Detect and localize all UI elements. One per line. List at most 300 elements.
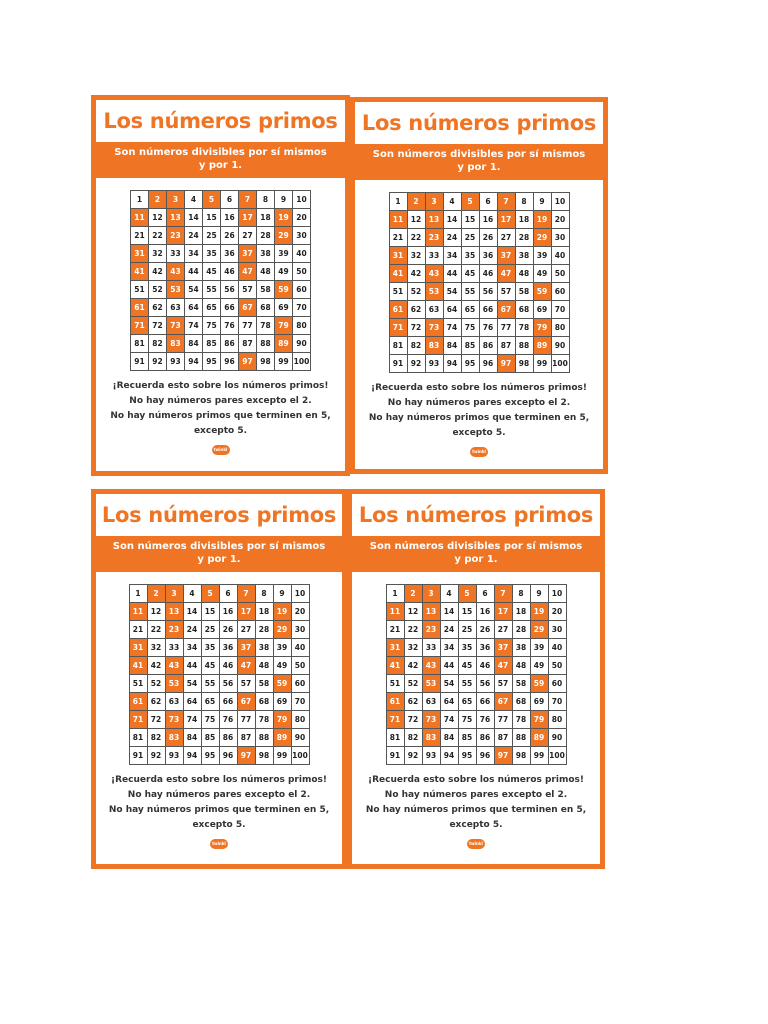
grid-cell: 22	[404, 621, 422, 639]
grid-cell: 71	[389, 319, 407, 337]
grid-cell: 88	[512, 729, 530, 747]
grid-cell: 20	[293, 209, 311, 227]
grid-cell: 52	[407, 283, 425, 301]
grid-cell: 48	[255, 657, 273, 675]
grid-cell: 96	[476, 747, 494, 765]
poster-title: Los números primos	[101, 503, 337, 527]
grid-cell: 51	[129, 675, 147, 693]
grid-cell: 51	[389, 283, 407, 301]
grid-cell: 2	[147, 585, 165, 603]
grid-cell: 83	[165, 729, 183, 747]
grid-cell: 83	[422, 729, 440, 747]
grid-cell: 92	[407, 355, 425, 373]
grid-cell: 81	[129, 729, 147, 747]
grid-cell: 63	[422, 693, 440, 711]
subtitle-line-1: Son números divisibles por sí mismos	[372, 149, 586, 160]
grid-cell: 41	[386, 657, 404, 675]
grid-cell: 72	[407, 319, 425, 337]
grid-cell: 22	[149, 227, 167, 245]
grid-cell: 7	[239, 191, 257, 209]
logo-badge: twinkl	[470, 447, 488, 457]
grid-cell: 55	[201, 675, 219, 693]
grid-row	[129, 639, 309, 657]
grid-cell: 8	[257, 191, 275, 209]
grid-cell: 83	[425, 337, 443, 355]
grid-cell: 32	[407, 247, 425, 265]
grid-cell: 15	[201, 603, 219, 621]
grid-cell: 43	[167, 263, 185, 281]
grid-cell: 21	[129, 621, 147, 639]
subtitle-line-2: y por 1.	[457, 162, 501, 173]
grid-cell: 47	[239, 263, 257, 281]
grid-cell: 65	[201, 693, 219, 711]
grid-cell: 39	[530, 639, 548, 657]
grid-cell: 26	[479, 229, 497, 247]
grid-cell: 19	[530, 603, 548, 621]
grid-cell: 77	[237, 711, 255, 729]
grid-cell: 63	[165, 693, 183, 711]
grid-cell: 95	[461, 355, 479, 373]
grid-cell: 81	[386, 729, 404, 747]
grid-cell: 95	[203, 353, 221, 371]
grid-row	[386, 693, 566, 711]
grid-cell: 73	[425, 319, 443, 337]
grid-cell: 55	[461, 283, 479, 301]
grid-cell: 61	[386, 693, 404, 711]
grid-cell: 4	[185, 191, 203, 209]
grid-cell: 49	[533, 265, 551, 283]
grid-row	[129, 657, 309, 675]
grid-cell: 9	[530, 585, 548, 603]
subtitle-line-1: Son números divisibles por sí mismos	[112, 541, 326, 552]
grid-cell: 57	[497, 283, 515, 301]
grid-cell: 46	[479, 265, 497, 283]
grid-row	[131, 353, 311, 371]
grid-cell: 63	[425, 301, 443, 319]
grid-cell: 58	[255, 675, 273, 693]
grid-cell: 72	[149, 317, 167, 335]
grid-cell: 86	[476, 729, 494, 747]
grid-cell: 43	[165, 657, 183, 675]
grid-cell: 11	[386, 603, 404, 621]
grid-cell: 57	[494, 675, 512, 693]
grid-cell: 87	[494, 729, 512, 747]
grid-cell: 42	[404, 657, 422, 675]
grid-cell: 65	[461, 301, 479, 319]
grid-cell: 31	[386, 639, 404, 657]
grid-cell: 42	[407, 265, 425, 283]
grid-cell: 57	[239, 281, 257, 299]
grid-cell: 22	[147, 621, 165, 639]
note-2: No hay números pares excepto el 2.	[127, 790, 311, 800]
grid-cell: 39	[275, 245, 293, 263]
grid-cell: 67	[494, 693, 512, 711]
grid-row	[386, 711, 566, 729]
grid-cell: 52	[404, 675, 422, 693]
grid-cell: 18	[512, 603, 530, 621]
grid-cell: 64	[183, 693, 201, 711]
grid-cell: 66	[479, 301, 497, 319]
grid-cell: 13	[165, 603, 183, 621]
grid-cell: 47	[494, 657, 512, 675]
grid-cell: 82	[404, 729, 422, 747]
grid-cell: 53	[167, 281, 185, 299]
grid-cell: 100	[291, 747, 309, 765]
grid-cell: 98	[255, 747, 273, 765]
grid-cell: 50	[291, 657, 309, 675]
grid-cell: 91	[386, 747, 404, 765]
grid-cell: 20	[548, 603, 566, 621]
grid-row	[386, 675, 566, 693]
grid-cell: 15	[458, 603, 476, 621]
grid-cell: 45	[201, 657, 219, 675]
grid-cell: 36	[219, 639, 237, 657]
grid-cell: 94	[185, 353, 203, 371]
grid-cell: 39	[533, 247, 551, 265]
grid-cell: 69	[273, 693, 291, 711]
grid-cell: 79	[273, 711, 291, 729]
grid-cell: 75	[461, 319, 479, 337]
grid-cell: 54	[183, 675, 201, 693]
grid-row	[389, 193, 569, 211]
poster-title: Los números primos	[103, 109, 338, 133]
grid-cell: 28	[515, 229, 533, 247]
grid-cell: 9	[273, 585, 291, 603]
grid-cell: 30	[551, 229, 569, 247]
grid-cell: 54	[443, 283, 461, 301]
grid-row	[389, 211, 569, 229]
grid-cell: 4	[440, 585, 458, 603]
grid-cell: 33	[422, 639, 440, 657]
grid-cell: 18	[515, 211, 533, 229]
grid-cell: 5	[461, 193, 479, 211]
grid-cell: 11	[129, 603, 147, 621]
hundred-grid	[386, 584, 567, 765]
grid-cell: 8	[255, 585, 273, 603]
grid-cell: 21	[131, 227, 149, 245]
grid-cell: 94	[440, 747, 458, 765]
note-2: No hay números pares excepto el 2.	[384, 790, 568, 800]
grid-cell: 46	[219, 657, 237, 675]
grid-cell: 90	[548, 729, 566, 747]
grid-row	[131, 335, 311, 353]
grid-cell: 3	[422, 585, 440, 603]
grid-cell: 97	[494, 747, 512, 765]
grid-cell: 80	[548, 711, 566, 729]
grid-cell: 29	[273, 621, 291, 639]
grid-cell: 92	[147, 747, 165, 765]
grid-cell: 37	[494, 639, 512, 657]
grid-cell: 2	[149, 191, 167, 209]
grid-cell: 10	[548, 585, 566, 603]
grid-cell: 51	[386, 675, 404, 693]
notes	[355, 381, 603, 441]
grid-cell: 48	[257, 263, 275, 281]
grid-cell: 27	[239, 227, 257, 245]
grid-cell: 82	[407, 337, 425, 355]
grid-cell: 29	[275, 227, 293, 245]
grid-cell: 89	[273, 729, 291, 747]
grid-cell: 91	[129, 747, 147, 765]
grid-cell: 25	[203, 227, 221, 245]
poster-title: Los números primos	[361, 111, 597, 135]
grid-cell: 58	[512, 675, 530, 693]
grid-cell: 79	[533, 319, 551, 337]
grid-cell: 35	[201, 639, 219, 657]
grid-cell: 25	[201, 621, 219, 639]
grid-cell: 66	[221, 299, 239, 317]
grid-cell: 99	[273, 747, 291, 765]
grid-cell: 58	[257, 281, 275, 299]
grid-cell: 85	[458, 729, 476, 747]
grid-cell: 10	[293, 191, 311, 209]
grid-cell: 15	[461, 211, 479, 229]
grid-row	[131, 209, 311, 227]
grid-cell: 16	[476, 603, 494, 621]
grid-cell: 64	[185, 299, 203, 317]
grid-cell: 28	[257, 227, 275, 245]
grid-cell: 82	[147, 729, 165, 747]
note-4: excepto 5.	[449, 820, 503, 830]
grid-cell: 33	[165, 639, 183, 657]
grid-cell: 17	[497, 211, 515, 229]
grid-cell: 31	[131, 245, 149, 263]
subtitle-line-2: y por 1.	[197, 554, 241, 565]
grid-cell: 98	[257, 353, 275, 371]
grid-cell: 12	[147, 603, 165, 621]
grid-cell: 28	[512, 621, 530, 639]
grid-cell: 7	[497, 193, 515, 211]
grid-cell: 6	[219, 585, 237, 603]
grid-cell: 33	[167, 245, 185, 263]
grid-cell: 14	[183, 603, 201, 621]
grid-cell: 4	[443, 193, 461, 211]
note-3: No hay números primos que terminen en 5,	[365, 805, 587, 815]
notes	[96, 379, 345, 439]
grid-cell: 19	[273, 603, 291, 621]
grid-row	[386, 747, 566, 765]
grid-cell: 92	[149, 353, 167, 371]
grid-cell: 78	[512, 711, 530, 729]
grid-row	[129, 711, 309, 729]
grid-cell: 74	[443, 319, 461, 337]
poster-subtitle	[352, 536, 600, 572]
grid-row	[131, 263, 311, 281]
grid-cell: 68	[512, 693, 530, 711]
note-1: ¡Recuerda esto sobre los números primos!	[112, 381, 329, 391]
grid-row	[386, 639, 566, 657]
grid-cell: 87	[237, 729, 255, 747]
grid-cell: 88	[257, 335, 275, 353]
grid-row	[129, 729, 309, 747]
grid-row	[129, 675, 309, 693]
grid-row	[389, 319, 569, 337]
grid-cell: 91	[131, 353, 149, 371]
grid-row	[131, 227, 311, 245]
note-3: No hay números primos que terminen en 5,	[110, 411, 331, 421]
grid-cell: 12	[404, 603, 422, 621]
grid-cell: 47	[237, 657, 255, 675]
grid-cell: 86	[479, 337, 497, 355]
grid-cell: 99	[533, 355, 551, 373]
grid-cell: 1	[386, 585, 404, 603]
grid-cell: 67	[237, 693, 255, 711]
grid-cell: 37	[237, 639, 255, 657]
grid-cell: 51	[131, 281, 149, 299]
grid-cell: 91	[389, 355, 407, 373]
grid-cell: 44	[443, 265, 461, 283]
grid-cell: 34	[185, 245, 203, 263]
grid-cell: 99	[275, 353, 293, 371]
grid-cell: 18	[257, 209, 275, 227]
grid-cell: 26	[219, 621, 237, 639]
grid-cell: 11	[389, 211, 407, 229]
grid-cell: 24	[443, 229, 461, 247]
grid-cell: 62	[147, 693, 165, 711]
grid-cell: 46	[221, 263, 239, 281]
grid-cell: 97	[239, 353, 257, 371]
grid-cell: 10	[551, 193, 569, 211]
logo-badge: twinkl	[212, 445, 230, 455]
grid-cell: 8	[512, 585, 530, 603]
grid-cell: 68	[255, 693, 273, 711]
grid-row	[389, 337, 569, 355]
grid-cell: 10	[291, 585, 309, 603]
grid-cell: 59	[273, 675, 291, 693]
grid-cell: 73	[422, 711, 440, 729]
grid-cell: 3	[167, 191, 185, 209]
grid-cell: 80	[293, 317, 311, 335]
grid-cell: 93	[165, 747, 183, 765]
grid-cell: 100	[548, 747, 566, 765]
grid-cell: 43	[425, 265, 443, 283]
grid-cell: 76	[219, 711, 237, 729]
grid-cell: 50	[551, 265, 569, 283]
grid-cell: 9	[533, 193, 551, 211]
grid-cell: 36	[221, 245, 239, 263]
grid-cell: 61	[129, 693, 147, 711]
grid-row	[389, 283, 569, 301]
note-1: ¡Recuerda esto sobre los números primos!	[368, 775, 584, 785]
grid-cell: 96	[219, 747, 237, 765]
poster-card-4	[347, 489, 605, 869]
grid-cell: 87	[239, 335, 257, 353]
grid-cell: 75	[458, 711, 476, 729]
grid-cell: 62	[404, 693, 422, 711]
grid-row	[131, 317, 311, 335]
grid-cell: 2	[407, 193, 425, 211]
grid-cell: 38	[257, 245, 275, 263]
grid-cell: 77	[239, 317, 257, 335]
grid-row	[129, 747, 309, 765]
note-3: No hay números primos que terminen en 5,	[108, 805, 330, 815]
grid-cell: 41	[389, 265, 407, 283]
grid-cell: 97	[237, 747, 255, 765]
grid-cell: 94	[183, 747, 201, 765]
subtitle-line-1: Son números divisibles por sí mismos	[369, 541, 583, 552]
grid-cell: 81	[131, 335, 149, 353]
grid-cell: 16	[219, 603, 237, 621]
grid-row	[389, 301, 569, 319]
grid-cell: 50	[293, 263, 311, 281]
grid-cell: 20	[291, 603, 309, 621]
grid-cell: 45	[458, 657, 476, 675]
grid-cell: 93	[425, 355, 443, 373]
grid-cell: 77	[497, 319, 515, 337]
grid-cell: 17	[237, 603, 255, 621]
grid-cell: 73	[167, 317, 185, 335]
grid-cell: 19	[275, 209, 293, 227]
grid-cell: 81	[389, 337, 407, 355]
grid-cell: 71	[386, 711, 404, 729]
hundred-grid	[130, 190, 311, 371]
grid-cell: 21	[389, 229, 407, 247]
subtitle-line-1: Son números divisibles por sí mismos	[114, 147, 327, 158]
notes	[96, 773, 342, 833]
grid-cell: 84	[185, 335, 203, 353]
grid-cell: 30	[548, 621, 566, 639]
grid-cell: 44	[185, 263, 203, 281]
logo-badge: twinkl	[210, 839, 228, 849]
grid-cell: 24	[185, 227, 203, 245]
grid-cell: 44	[440, 657, 458, 675]
grid-cell: 75	[201, 711, 219, 729]
grid-cell: 76	[479, 319, 497, 337]
grid-cell: 14	[185, 209, 203, 227]
grid-cell: 97	[497, 355, 515, 373]
grid-cell: 66	[219, 693, 237, 711]
grid-cell: 4	[183, 585, 201, 603]
grid-cell: 60	[293, 281, 311, 299]
grid-cell: 13	[425, 211, 443, 229]
grid-cell: 95	[201, 747, 219, 765]
grid-cell: 58	[515, 283, 533, 301]
grid-cell: 34	[443, 247, 461, 265]
grid-cell: 83	[167, 335, 185, 353]
grid-cell: 39	[273, 639, 291, 657]
grid-cell: 37	[239, 245, 257, 263]
grid-cell: 65	[458, 693, 476, 711]
grid-cell: 26	[221, 227, 239, 245]
grid-cell: 17	[494, 603, 512, 621]
grid-cell: 52	[147, 675, 165, 693]
grid-cell: 50	[548, 657, 566, 675]
grid-cell: 85	[203, 335, 221, 353]
grid-cell: 27	[494, 621, 512, 639]
grid-cell: 86	[219, 729, 237, 747]
grid-cell: 46	[476, 657, 494, 675]
grid-cell: 61	[131, 299, 149, 317]
grid-cell: 19	[533, 211, 551, 229]
grid-cell: 49	[530, 657, 548, 675]
grid-cell: 7	[237, 585, 255, 603]
poster-subtitle	[96, 536, 342, 572]
grid-cell: 100	[551, 355, 569, 373]
grid-cell: 72	[147, 711, 165, 729]
grid-cell: 33	[425, 247, 443, 265]
grid-cell: 80	[291, 711, 309, 729]
twinkl-logo	[462, 839, 490, 849]
grid-cell: 40	[293, 245, 311, 263]
grid-cell: 6	[221, 191, 239, 209]
grid-cell: 73	[165, 711, 183, 729]
grid-cell: 55	[203, 281, 221, 299]
grid-cell: 64	[440, 693, 458, 711]
grid-cell: 71	[131, 317, 149, 335]
grid-cell: 43	[422, 657, 440, 675]
grid-cell: 95	[458, 747, 476, 765]
hundred-grid	[389, 192, 570, 373]
